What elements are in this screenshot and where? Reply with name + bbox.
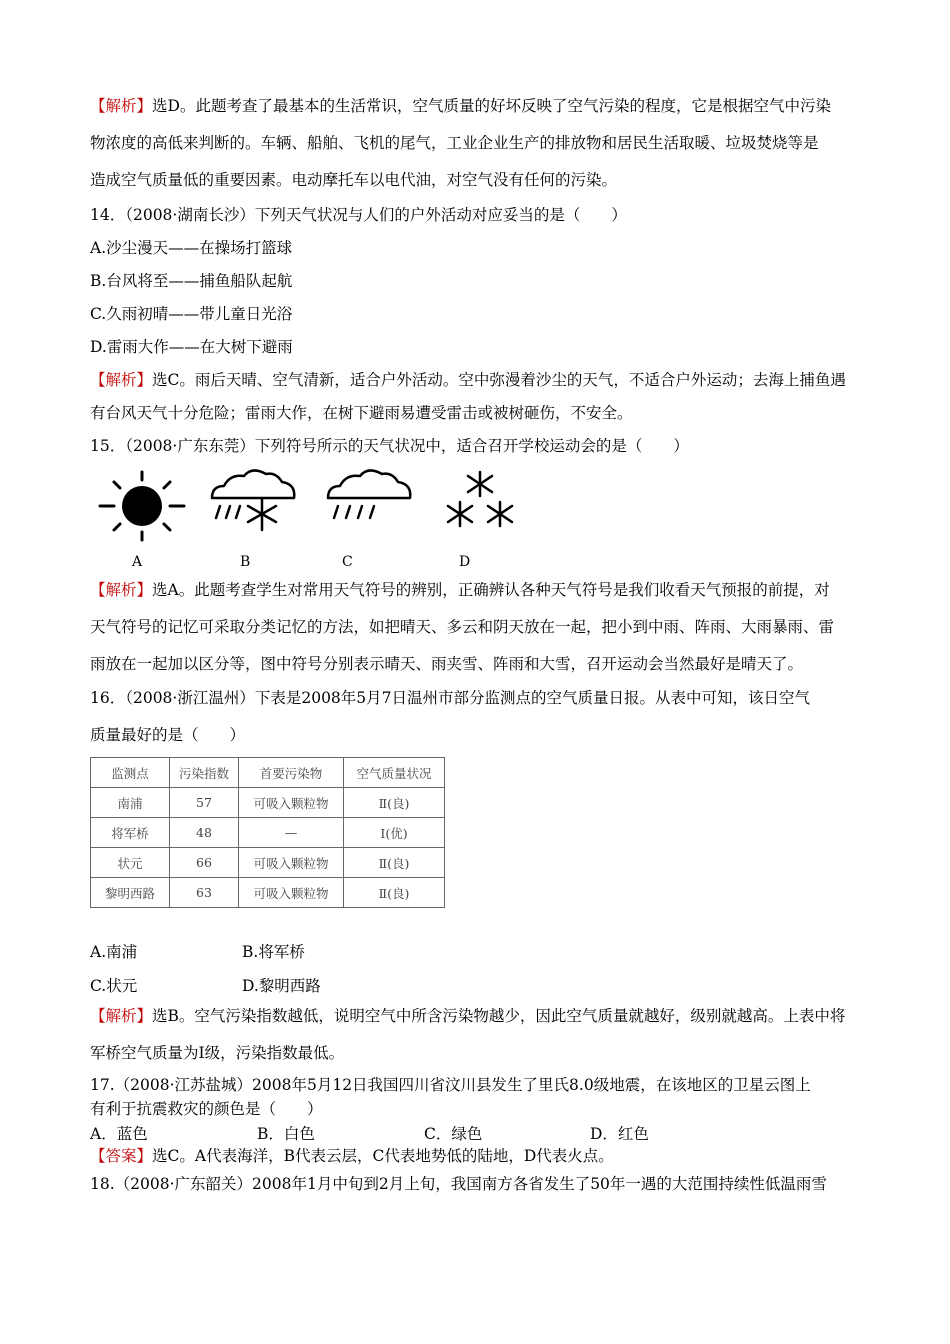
question-stem: 有利于抗震救灾的颜色是（ ） (90, 1100, 323, 1118)
question-stem: 16．（2008·浙江温州）下表是2008年5月7日温州市部分监测点的空气质量日报。从表中可知，该日空气 (90, 689, 811, 707)
analysis-text: 选C。雨后天晴、空气清新，适合户外活动。空中弥漫着沙尘的天气，不适合户外运动；去海上捕鱼遇 (152, 371, 846, 389)
option-d: D.雷雨大作——在大树下避雨 (90, 338, 293, 356)
option-d: D．红色 (590, 1125, 649, 1143)
analysis-text: 选B。空气污染指数越低，说明空气中所含污染物越少，因此空气质量就越好，级别就越高。上表中将 (152, 1007, 846, 1025)
analysis-text: 军桥空气质量为Ⅰ级，污染指数最低。 (90, 1044, 345, 1062)
options-row (90, 974, 870, 996)
table-cell: 南浦 (91, 788, 170, 818)
question-stem: 14．（2008·湖南长沙）下列天气状况与人们的户外活动对应妥当的是（ ） (90, 206, 627, 224)
question-14 (90, 205, 870, 423)
table-cell: Ⅱ(良) (344, 848, 445, 878)
question-stem: 17.（2008·江苏盐城）2008年5月12日我国四川省汶川县发生了里氏8.0级地震，在该地区的卫星云图上 (90, 1076, 811, 1094)
table-cell: Ⅱ(良) (344, 878, 445, 908)
table-cell: 66 (170, 848, 239, 878)
options-row (90, 940, 870, 962)
analysis-text: 选A。此题考查学生对常用天气符号的辨别，正确辨认各种天气符号是我们收看天气预报的前提，对 (152, 581, 830, 599)
analysis-tag: 【解析】 (90, 97, 153, 115)
table-cell: Ⅱ(良) (344, 788, 445, 818)
table-row (91, 788, 445, 818)
table-cell: 黎明西路 (91, 878, 170, 908)
table-cell: 48 (170, 818, 239, 848)
sun-icon (94, 468, 190, 548)
option-c: C.久雨初晴——带儿童日光浴 (90, 305, 293, 323)
analysis-text: 雨放在一起加以区分等，图中符号分别表示晴天、雨夹雪、阵雨和大雪，召开运动会当然最好是晴天了。 (90, 655, 804, 673)
question-16 (90, 688, 870, 1063)
option-d: D.黎明西路 (242, 977, 321, 995)
table-row (91, 848, 445, 878)
table-cell: 状元 (91, 848, 170, 878)
question-stem: 18.（2008·广东韶关）2008年1月中旬到2月上旬，我国南方各省发生了50年一遇的大范围持续性低温雨雪 (90, 1175, 827, 1193)
option-c: C.状元 (90, 977, 138, 995)
table-row (91, 818, 445, 848)
table-cell: 将军桥 (91, 818, 170, 848)
options-row (90, 1122, 870, 1144)
document-page (90, 96, 870, 1194)
option-a: A．蓝色 (90, 1125, 148, 1143)
icon-label-b: B (240, 554, 251, 570)
option-a: A.沙尘漫天——在操场打篮球 (90, 239, 293, 257)
answer-tag: 【答案】 (90, 1147, 153, 1165)
analysis-text: 物浓度的高低来判断的。车辆、船舶、飞机的尾气，工业企业生产的排放物和居民生活取暖、垃圾焚烧等是 (90, 134, 819, 152)
question-stem: 质量最好的是（ ） (90, 726, 246, 744)
icon-label-c: C (342, 554, 353, 570)
option-a: A.南浦 (90, 943, 138, 961)
air-quality-table (90, 757, 445, 908)
analysis-tag: 【解析】 (90, 581, 153, 599)
table-cell: 可吸入颗粒物 (239, 878, 344, 908)
table-cell: 可吸入颗粒物 (239, 848, 344, 878)
table-cell: 63 (170, 878, 239, 908)
shower-icon (322, 468, 418, 548)
answer-text: 选C。A代表海洋，B代表云层，C代表地势低的陆地，D代表火点。 (152, 1147, 614, 1165)
table-cell: 可吸入颗粒物 (239, 788, 344, 818)
table-header: 监测点 (91, 758, 170, 788)
option-b: B.台风将至——捕鱼船队起航 (90, 272, 293, 290)
icon-label-a: A (132, 554, 143, 570)
question-17 (90, 1075, 870, 1166)
table-header: 污染指数 (170, 758, 239, 788)
option-c: C．绿色 (424, 1125, 483, 1143)
q13-analysis (90, 96, 870, 190)
analysis-tag: 【解析】 (90, 371, 153, 389)
icon-label-d: D (459, 554, 471, 570)
table-header: 首要污染物 (239, 758, 344, 788)
weather-symbols (90, 468, 870, 578)
heavy-snow-icon (438, 468, 534, 548)
table-cell: 57 (170, 788, 239, 818)
analysis-text: 天气符号的记忆可采取分类记忆的方法，如把晴天、多云和阴天放在一起，把小到中雨、阵雨、大雨暴雨、雷 (90, 618, 835, 636)
table-header: 空气质量状况 (344, 758, 445, 788)
rain-snow-icon (206, 468, 302, 548)
analysis-tag: 【解析】 (90, 1007, 153, 1025)
question-15 (90, 436, 870, 674)
option-b: B．白色 (257, 1125, 315, 1143)
analysis-text: 选D。此题考查了最基本的生活常识，空气质量的好坏反映了空气污染的程度，它是根据空气中污染 (152, 97, 831, 115)
table-cell: — (239, 818, 344, 848)
table-row (91, 878, 445, 908)
analysis-text: 有台风天气十分危险；雷雨大作，在树下避雨易遭受雷击或被树砸伤，不安全。 (90, 404, 633, 422)
table-cell: Ⅰ(优) (344, 818, 445, 848)
table-header-row (91, 758, 445, 788)
analysis-text: 造成空气质量低的重要因素。电动摩托车以电代油，对空气没有任何的污染。 (90, 171, 618, 189)
question-stem: 15．（2008·广东东莞）下列符号所示的天气状况中，适合召开学校运动会的是（ ） (90, 437, 689, 455)
option-b: B.将军桥 (242, 943, 305, 961)
question-18 (90, 1174, 870, 1194)
